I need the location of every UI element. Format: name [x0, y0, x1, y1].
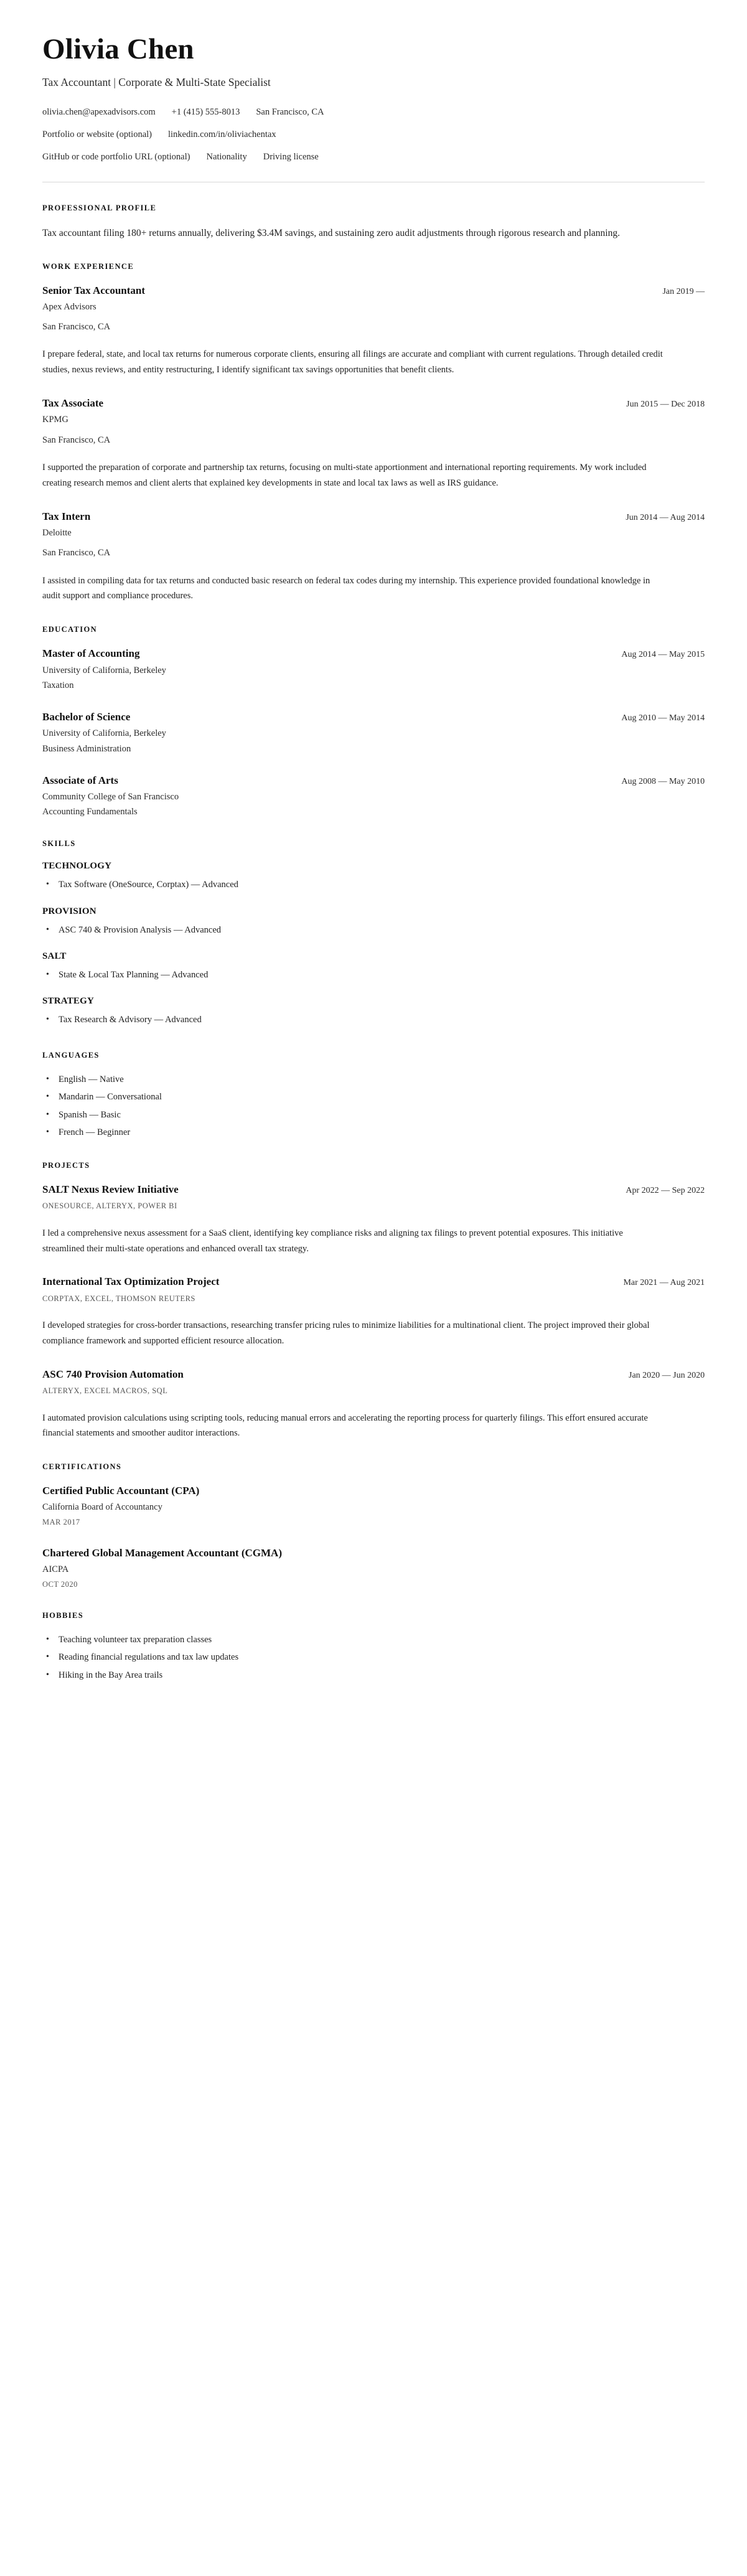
- skill-group: [42, 996, 705, 1027]
- skill-category-title: STRATEGY: [42, 996, 95, 1007]
- section-education: [42, 625, 705, 818]
- job-title: Tax Associate: [42, 397, 104, 410]
- entry-header: [42, 774, 705, 787]
- job-location: San Francisco, CA: [42, 322, 111, 332]
- degree-name: Associate of Arts: [42, 774, 118, 786]
- entry-header: [42, 1183, 705, 1196]
- section-work-experience: [42, 262, 705, 604]
- skill-item: • Tax Research & Advisory — Advanced: [42, 1013, 705, 1027]
- section-certifications: [42, 1462, 705, 1590]
- entry-header: [42, 397, 705, 410]
- certification-issuer: California Board of Accountancy: [42, 1502, 162, 1513]
- skill-group: [42, 906, 705, 938]
- job-title: Tax Intern: [42, 510, 91, 522]
- project-title: ASC 740 Provision Automation: [42, 1368, 184, 1380]
- company-name: Apex Advisors: [42, 301, 96, 312]
- contact-item: Portfolio or website (optional): [42, 129, 152, 140]
- skill-category-title: TECHNOLOGY: [42, 861, 112, 872]
- certification-date: OCT 2020: [42, 1579, 78, 1589]
- skills-group-list: [42, 861, 705, 1027]
- project-entry: [42, 1275, 705, 1348]
- project-date: Apr 2022 — Sep 2022: [626, 1185, 705, 1195]
- hobbies-list: [42, 1633, 705, 1683]
- languages-list: [42, 1073, 705, 1140]
- certification-entry-list: [42, 1484, 705, 1590]
- section-title-certifications: CERTIFICATIONS: [42, 1462, 122, 1472]
- degree-name: Master of Accounting: [42, 647, 140, 660]
- contact-item: Driving license: [263, 151, 319, 162]
- institution-name: University of California, Berkeley: [42, 728, 166, 739]
- candidate-headline: Tax Accountant | Corporate & Multi-State Specialist: [42, 75, 271, 88]
- skill-item-list: [42, 968, 705, 982]
- certification-name: Certified Public Accountant (CPA): [42, 1485, 200, 1497]
- work-entry: [42, 397, 705, 491]
- work-entry: [42, 284, 705, 378]
- entry-header: [42, 1368, 705, 1381]
- education-entry: [42, 710, 705, 755]
- job-date: Jun 2014 — Aug 2014: [626, 512, 705, 522]
- hobby-item: • Hiking in the Bay Area trails: [42, 1668, 705, 1683]
- certification-entry: [42, 1484, 705, 1528]
- project-entry: [42, 1183, 705, 1256]
- job-description: I prepare federal, state, and local tax returns for numerous corporate clients, ensuring all filings are accurate and compliant with current regulations. Through detailed credit studies, nexus reviews, and entity restructuring, I identify significant tax savings opportunities that benefit clients.: [42, 349, 663, 375]
- project-description: I automated provision calculations using scripting tools, reducing manual errors and accelerating the reporting process for quarterly filings. This effort ensured accurate financial statements and smoother auditor interactions.: [42, 1413, 648, 1439]
- institution-name: University of California, Berkeley: [42, 665, 166, 675]
- work-entry: [42, 510, 705, 604]
- hobby-item: • Reading financial regulations and tax law updates: [42, 1650, 705, 1665]
- resume-header: [42, 34, 705, 182]
- project-title: SALT Nexus Review Initiative: [42, 1183, 179, 1195]
- project-tech-stack: ALTERYX, EXCEL MACROS, SQL: [42, 1386, 168, 1396]
- company-name: KPMG: [42, 415, 68, 425]
- project-date: Mar 2021 — Aug 2021: [623, 1278, 705, 1288]
- skill-item: • ASC 740 & Provision Analysis — Advanced: [42, 923, 705, 938]
- job-description: I supported the preparation of corporate and partnership tax returns, focusing on multi-state apportionment and international reporting requirements. My work included creating research memos and client alerts that explained key developments in state and local tax laws as well as IRS guidance.: [42, 462, 647, 488]
- contact-item: +1 (415) 555-8013: [171, 107, 240, 118]
- project-tech-stack: CORPTAX, EXCEL, THOMSON REUTERS: [42, 1294, 195, 1303]
- project-tech-stack: ONESOURCE, ALTERYX, POWER BI: [42, 1201, 177, 1211]
- job-date: Jan 2019 —: [662, 286, 705, 296]
- entry-header: [42, 647, 705, 660]
- profile-summary-text: Tax accountant filing 180+ returns annually, delivering $3.4M savings, and sustaining zero audit adjustments through rigorous research and planning.: [42, 227, 620, 238]
- contact-item: linkedin.com/in/oliviachentax: [167, 129, 276, 140]
- entry-header: [42, 284, 705, 298]
- job-title: Senior Tax Accountant: [42, 284, 146, 296]
- skill-item: • Tax Software (OneSource, Corptax) — Advanced: [42, 878, 705, 892]
- entry-header: [42, 1275, 705, 1289]
- section-projects: [42, 1161, 705, 1441]
- section-title-profile: PROFESSIONAL PROFILE: [42, 203, 157, 212]
- job-date: Jun 2015 — Dec 2018: [626, 400, 705, 410]
- contact-item: olivia.chen@apexadvisors.com: [42, 107, 156, 118]
- skill-item-list: [42, 923, 705, 938]
- institution-name: Community College of San Francisco: [42, 791, 179, 802]
- entry-header: [42, 510, 705, 524]
- skill-group: [42, 861, 705, 892]
- language-item: • English — Native: [42, 1073, 705, 1087]
- job-location: San Francisco, CA: [42, 548, 111, 558]
- language-item: • Mandarin — Conversational: [42, 1090, 705, 1104]
- degree-name: Bachelor of Science: [42, 711, 131, 723]
- education-date: Aug 2014 — May 2015: [621, 650, 705, 660]
- section-title-education: EDUCATION: [42, 625, 98, 634]
- education-entry-list: [42, 647, 705, 818]
- field-of-study: Accounting Fundamentals: [42, 807, 138, 817]
- section-skills: [42, 839, 705, 1027]
- project-description: I led a comprehensive nexus assessment for a SaaS client, identifying key compliance risks and aligning tax filings to prevent potential exposures. This initiative streamlined their multi-state operations and enhanced overall tax strategy.: [42, 1228, 623, 1254]
- project-date: Jan 2020 — Jun 2020: [628, 1370, 705, 1380]
- contact-item: San Francisco, CA: [256, 107, 324, 118]
- work-entry-list: [42, 284, 705, 604]
- education-date: Aug 2008 — May 2010: [621, 776, 705, 786]
- skill-item-list: [42, 878, 705, 892]
- education-date: Aug 2010 — May 2014: [621, 713, 705, 723]
- entry-header: [42, 710, 705, 724]
- section-title-hobbies: HOBBIES: [42, 1611, 84, 1620]
- company-name: Deloitte: [42, 527, 72, 538]
- project-description: I developed strategies for cross-border transactions, researching transfer pricing rules to minimize liabilities for a multinational client. The project improved their global compliance framework and supported efficient resource allocation.: [42, 1320, 650, 1346]
- skill-item-list: [42, 1013, 705, 1027]
- section-languages: [42, 1051, 705, 1140]
- certification-name: Chartered Global Management Accountant (CGMA): [42, 1547, 282, 1559]
- section-title-skills: SKILLS: [42, 839, 76, 848]
- skill-category-title: SALT: [42, 951, 67, 961]
- skill-category-title: PROVISION: [42, 906, 96, 916]
- contact-row-tertiary: [42, 151, 705, 164]
- job-location: San Francisco, CA: [42, 435, 111, 445]
- project-entry: [42, 1368, 705, 1441]
- certification-entry: [42, 1546, 705, 1590]
- section-title-projects: PROJECTS: [42, 1160, 90, 1170]
- section-hobbies: [42, 1611, 705, 1683]
- field-of-study: Business Administration: [42, 743, 131, 754]
- section-title-languages: LANGUAGES: [42, 1051, 100, 1060]
- job-description: I assisted in compiling data for tax returns and conducted basic research on federal tax codes during my internship. This experience provided foundational knowledge in audit support and compliance procedures.: [42, 575, 651, 601]
- field-of-study: Taxation: [42, 680, 74, 690]
- section-professional-profile: [42, 204, 705, 241]
- contact-item: GitHub or code portfolio URL (optional): [42, 151, 190, 162]
- language-item: • Spanish — Basic: [42, 1108, 705, 1122]
- contact-row-secondary: [42, 128, 705, 142]
- language-item: • French — Beginner: [42, 1126, 705, 1140]
- section-title-work: WORK EXPERIENCE: [42, 261, 134, 271]
- candidate-name: Olivia Chen: [42, 33, 194, 65]
- contact-item: Nationality: [206, 151, 247, 162]
- project-title: International Tax Optimization Project: [42, 1276, 220, 1288]
- education-entry: [42, 774, 705, 819]
- project-entry-list: [42, 1183, 705, 1441]
- contact-row-primary: [42, 106, 705, 120]
- certification-date: MAR 2017: [42, 1517, 80, 1526]
- education-entry: [42, 647, 705, 692]
- skill-item: • State & Local Tax Planning — Advanced: [42, 968, 705, 982]
- skill-group: [42, 951, 705, 982]
- certification-issuer: AICPA: [42, 1564, 69, 1575]
- hobby-item: • Teaching volunteer tax preparation classes: [42, 1633, 705, 1647]
